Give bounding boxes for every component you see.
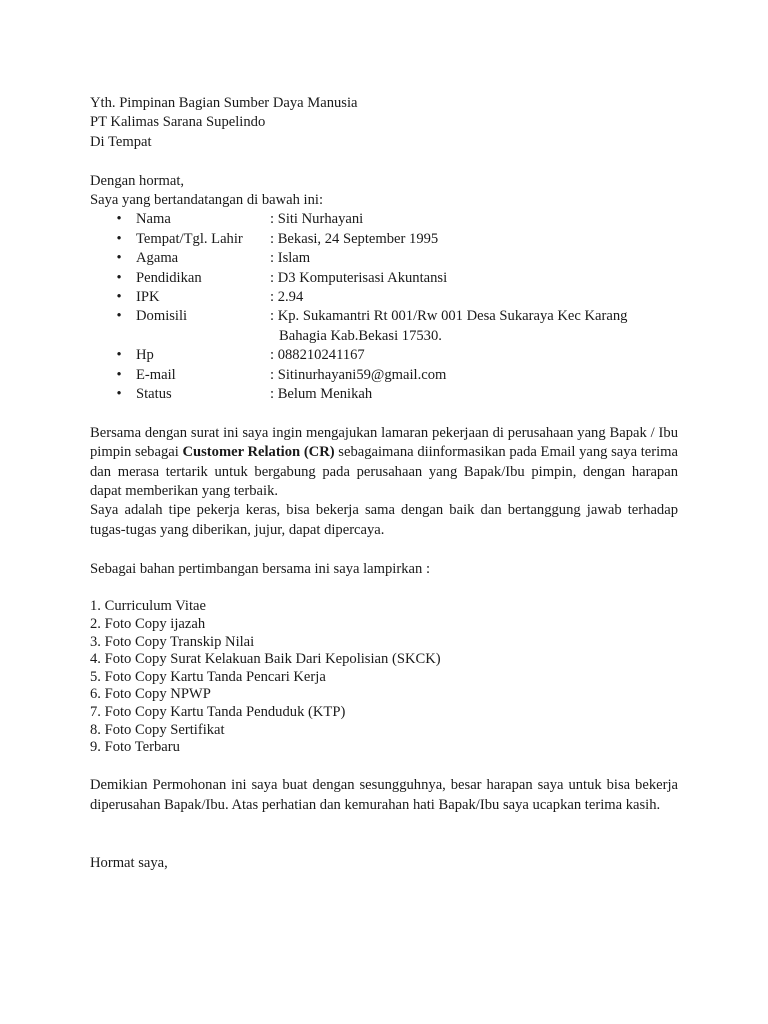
spacer <box>90 579 678 598</box>
list-item <box>90 249 678 268</box>
intro-line: Saya yang bertandatangan di bawah ini: <box>90 191 324 208</box>
list-item: 4. Foto Copy Surat Kelakuan Baik Dari Kepolisian (SKCK) <box>90 651 441 668</box>
spacer <box>90 152 678 171</box>
field-label: Status <box>136 386 172 402</box>
list-item: 3. Foto Copy Transkip Nilai <box>90 633 255 650</box>
field-label: Tempat/Tgl. Lahir <box>136 230 243 247</box>
list-item <box>90 307 678 346</box>
recipient-line-3: Di Tempat <box>90 133 152 150</box>
list-item: 9. Foto Terbaru <box>90 739 180 756</box>
list-item <box>90 288 678 307</box>
bullet-icon: • <box>116 347 122 364</box>
field-value: : Belum Menikah <box>270 386 373 402</box>
recipient-line-1: Yth. Pimpinan Bagian Sumber Daya Manusia <box>90 95 358 111</box>
bullet-icon: • <box>116 308 122 325</box>
personal-details-list <box>90 210 678 404</box>
spacer <box>90 404 678 423</box>
field-label: Domisili <box>136 308 188 325</box>
closing-paragraph: Demikian Permohonan ini saya buat dengan sesungguhnya, besar harapan saya untuk bisa bekerja diperusahan Bapak/Ibu. Atas perhatian dan kemurahan hati Bapak/Ibu saya ucapkan terima kasih. <box>90 777 678 813</box>
field-label: Pendidikan <box>136 269 202 286</box>
bullet-icon: • <box>116 366 122 383</box>
field-value: : Sitinurhayani59@gmail.com <box>270 366 447 383</box>
bullet-icon: • <box>116 211 122 228</box>
spacer <box>90 815 678 834</box>
bullet-icon: • <box>116 250 122 267</box>
attachments-list <box>90 598 678 756</box>
list-item: 5. Foto Copy Kartu Tanda Pencari Kerja <box>90 668 326 685</box>
field-label: Hp <box>136 347 154 364</box>
field-value: : 088210241167 <box>270 347 365 364</box>
body-paragraph-2: Saya adalah tipe pekerja keras, bisa bekerja sama dengan baik dan bertanggung jawab terhadap tugas-tugas yang diberikan, jujur, dapat dipercaya. <box>90 502 678 538</box>
spacer <box>90 834 678 853</box>
bullet-icon: • <box>116 230 122 247</box>
field-value: : Siti Nurhayani <box>270 211 364 228</box>
spacer <box>90 757 678 776</box>
list-item: 6. Foto Copy NPWP <box>90 686 211 703</box>
job-position: Customer Relation (CR) <box>182 444 335 461</box>
letter-page <box>90 94 678 873</box>
field-label: Nama <box>136 211 171 228</box>
body-text: Bersama dengan surat ini saya ingin mengajukan lamaran pekerjaan di perusahaan yang Bapak / Ibu pimpin sebagai <box>90 424 678 461</box>
spacer <box>90 540 678 559</box>
field-value <box>270 307 660 346</box>
list-item: 7. Foto Copy Kartu Tanda Penduduk (KTP) <box>90 703 346 720</box>
list-item <box>90 385 678 404</box>
list-item: 1. Curriculum Vitae <box>90 598 206 615</box>
field-value: : D3 Komputerisasi Akuntansi <box>270 269 448 286</box>
body-text: sebagaimana diinformasikan pada Email yang saya terima dan merasa tertarik untuk bergabung pada perusahaan yang Bapak/Ibu pimpin, dengan harapan dapat memberikan yang terbaik. <box>90 444 678 500</box>
attachments-intro: Sebagai bahan pertimbangan bersama ini saya lampirkan : <box>90 560 430 577</box>
list-item <box>90 269 678 288</box>
domicile-line-2: Bahagia Kab.Bekasi 17530. <box>279 327 442 344</box>
bullet-icon: • <box>116 386 122 402</box>
field-value: : Bekasi, 24 September 1995 <box>270 230 439 247</box>
list-item: 8. Foto Copy Sertifikat <box>90 721 225 738</box>
list-item <box>90 230 678 249</box>
recipient-block <box>90 94 678 152</box>
list-item <box>90 366 678 385</box>
bullet-icon: • <box>116 288 122 305</box>
list-item <box>90 210 678 229</box>
field-label: Agama <box>136 250 179 267</box>
signoff: Hormat saya, <box>90 854 168 871</box>
field-label: IPK <box>136 288 160 305</box>
field-label: E-mail <box>136 366 176 383</box>
body-paragraph-1 <box>90 424 678 502</box>
greeting: Dengan hormat, <box>90 172 185 189</box>
list-item <box>90 346 678 365</box>
bullet-icon: • <box>116 269 122 286</box>
list-item: 2. Foto Copy ijazah <box>90 616 206 632</box>
domicile-line-1: : Kp. Sukamantri Rt 001/Rw 001 Desa Sukaraya Kec Karang <box>270 308 628 325</box>
field-value: : Islam <box>270 250 311 267</box>
recipient-line-2: PT Kalimas Sarana Supelindo <box>90 114 266 131</box>
field-value: : 2.94 <box>270 288 304 305</box>
